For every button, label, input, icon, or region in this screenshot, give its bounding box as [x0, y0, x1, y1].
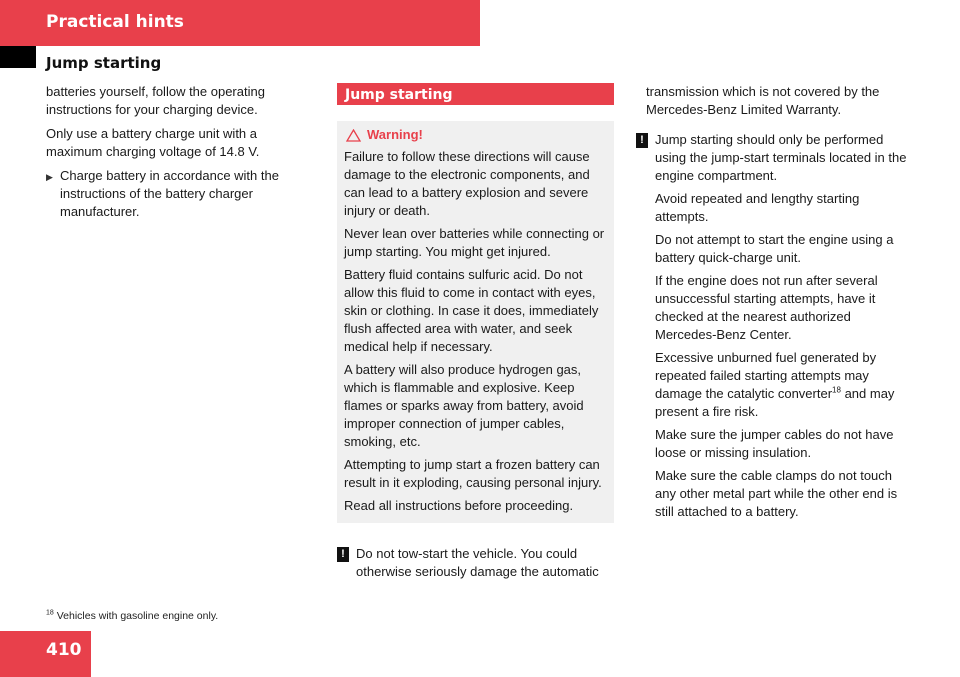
column-left — [46, 83, 308, 221]
instruction-text: Charge battery in accordance with the instructions of the battery charger manufacturer. — [60, 168, 279, 219]
paragraph: If the engine does not run after several unsuccessful starting attempts, have it checked at the nearest authorized Mercedes-Benz Center. — [655, 273, 878, 342]
note — [337, 545, 614, 586]
paragraph: Excessive unburned fuel generated by repeated failed starting attempts may damage the catalytic converter$^{18}$ and may present a fire risk. — [655, 350, 895, 419]
paragraph: transmission which is not covered by the Mercedes-Benz Limited Warranty. — [646, 84, 880, 117]
column-right — [636, 83, 911, 526]
instruction-step — [46, 167, 308, 221]
footnote — [46, 610, 218, 622]
footnote-text: Vehicles with gasoline engine only. — [53, 610, 219, 622]
warning-header — [344, 126, 608, 144]
warning-paragraph: Never lean over batteries while connecting or jump starting. You might get injured. — [344, 226, 605, 259]
section-title: Jump starting — [46, 54, 162, 72]
warning-triangle-icon — [346, 129, 361, 142]
warning-paragraph: Read all instructions before proceeding. — [344, 498, 574, 513]
arrow-icon: ▶ — [46, 172, 53, 182]
paragraph: Only use a battery charge unit with a maximum charging voltage of 14.8 V. — [46, 126, 260, 159]
page-number: 410 — [46, 640, 82, 660]
note — [636, 131, 911, 526]
warning-paragraph: A battery will also produce hydrogen gas, which is flammable and explosive. Keep flames or sparks away from battery, avoid improper connection of jumper cables, smoking, etc. — [344, 362, 584, 449]
paragraph: Do not attempt to start the engine using a battery quick-charge unit. — [655, 232, 894, 265]
warning-box — [337, 121, 614, 523]
footnote-ref: 18 — [832, 385, 841, 395]
note-text: Jump starting should only be performed using the jump-start terminals located in the engine compartment. — [655, 132, 907, 183]
section-marker — [0, 46, 36, 68]
paragraph: Make sure the jumper cables do not have loose or missing insulation. — [655, 427, 894, 460]
exclamation-icon: ! — [636, 133, 648, 148]
exclamation-icon: ! — [337, 547, 349, 562]
note-text: Do not tow-start the vehicle. You could otherwise seriously damage the automatic — [356, 546, 599, 579]
column-middle — [337, 83, 614, 586]
warning-paragraph: Battery fluid contains sulfuric acid. Do not allow this fluid to come in contact with eyes, skin or clothing. In case it does, immediately flush affected area with water, and seek medical help if necessary. — [344, 267, 599, 354]
paragraph: Make sure the cable clamps do not touch any other metal part while the other end is still attached to a battery. — [655, 468, 898, 519]
warning-paragraph: Failure to follow these directions will cause damage to the electronic components, and can lead to a battery explosion and severe injury or death. — [344, 149, 590, 218]
paragraph: Avoid repeated and lengthy starting attempts. — [655, 191, 860, 224]
footnote-number: 18 — [46, 609, 54, 617]
warning-paragraph: Attempting to jump start a frozen battery can result in it exploding, causing personal injury. — [344, 457, 602, 490]
paragraph: batteries yourself, follow the operating instructions for your charging device. — [46, 84, 265, 117]
chapter-title: Practical hints — [46, 12, 184, 32]
warning-title: Warning! — [367, 127, 423, 142]
box-title: Jump starting — [337, 83, 614, 105]
